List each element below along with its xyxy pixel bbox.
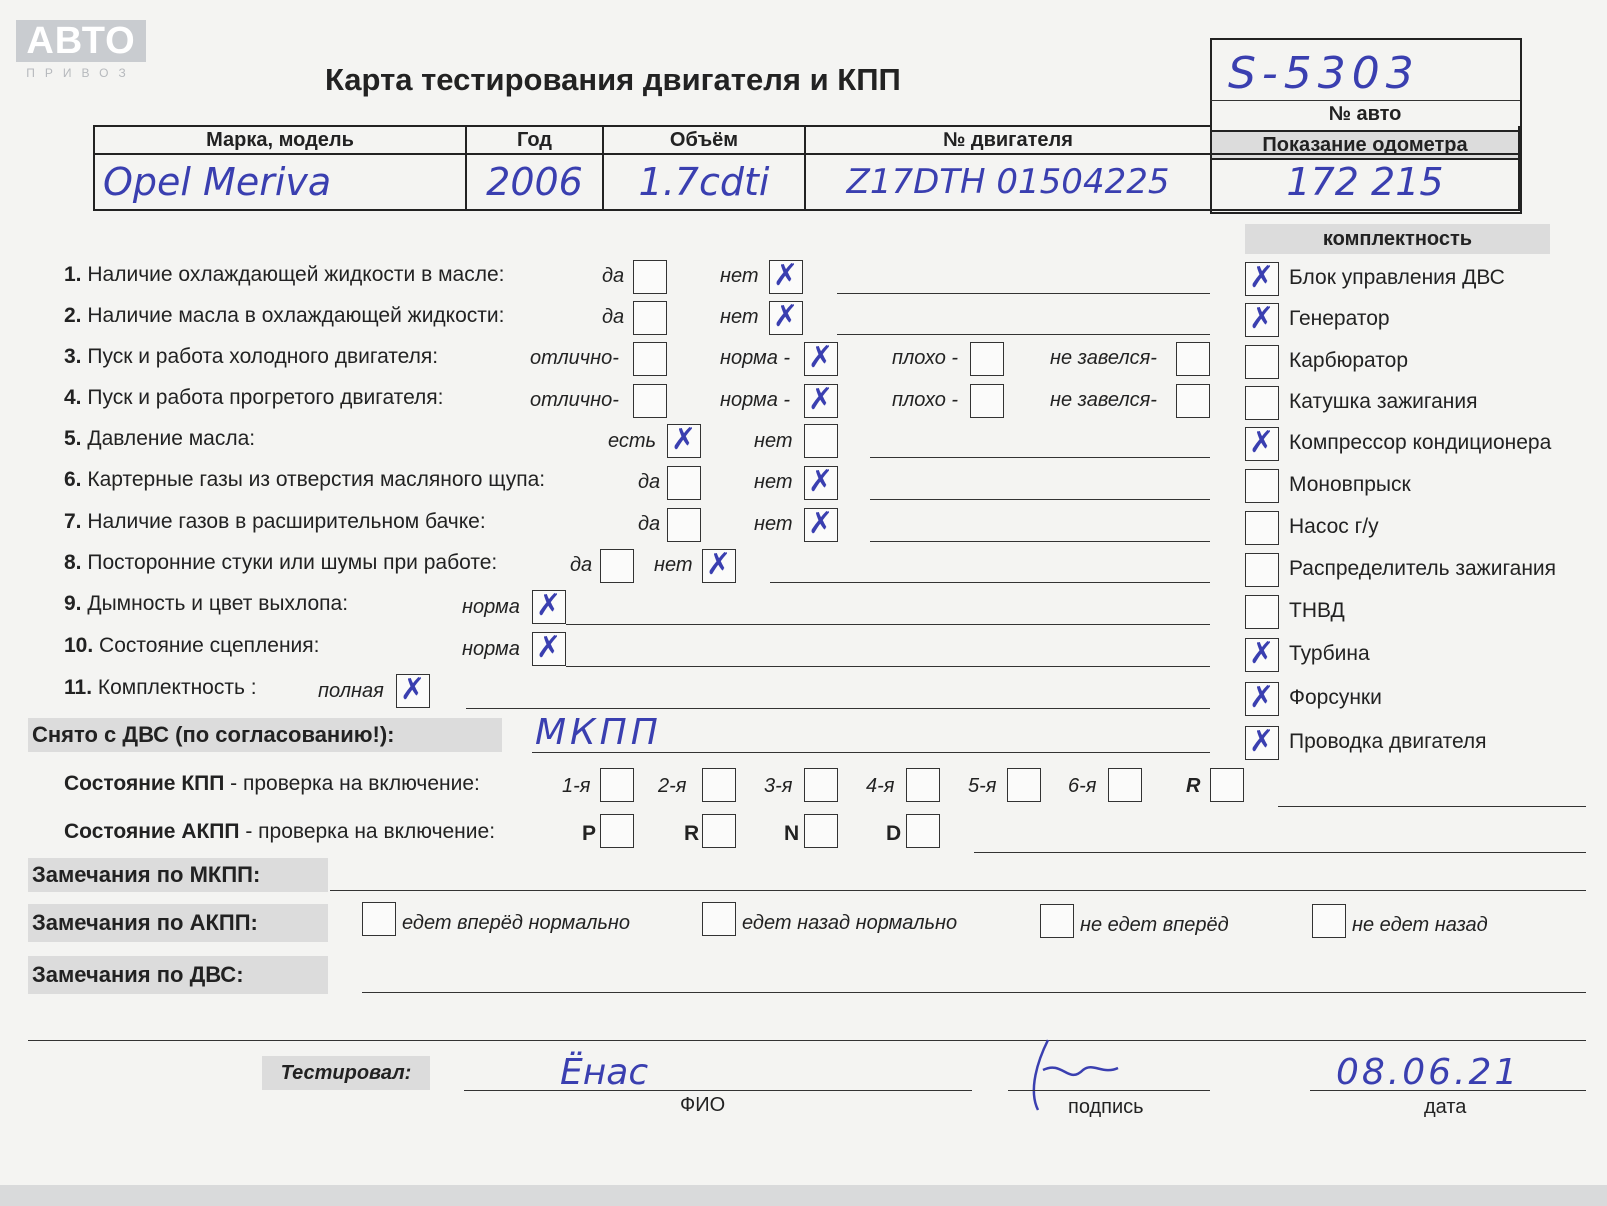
tester-name-value: Ёнас bbox=[560, 1052, 649, 1093]
mode-p-label: P bbox=[582, 822, 597, 845]
mode-n-checkbox[interactable] bbox=[804, 814, 838, 848]
mode-p-checkbox[interactable] bbox=[600, 814, 634, 848]
ignition-coil-label: Катушка зажигания bbox=[1289, 390, 1478, 413]
gear-4-checkbox[interactable] bbox=[906, 768, 940, 802]
q11-full-checkbox[interactable] bbox=[396, 674, 430, 708]
q9-normal-label: норма bbox=[462, 596, 520, 618]
forward-ok-checkbox[interactable] bbox=[362, 902, 396, 936]
signature-caption: подпись bbox=[1068, 1096, 1144, 1118]
gear-1-label: 1-я bbox=[562, 775, 591, 797]
vehicle-number-value: S-5303 bbox=[1228, 48, 1420, 99]
engine-wiring-checkbox[interactable] bbox=[1245, 726, 1279, 760]
q7-no-label: нет bbox=[754, 513, 793, 535]
power-steering-pump-label: Насос г/у bbox=[1289, 515, 1379, 538]
reverse-ok-checkbox[interactable] bbox=[702, 902, 736, 936]
completeness-header: комплектность bbox=[1245, 224, 1550, 254]
avtoprivoz-logo: АВТО bbox=[16, 20, 146, 62]
gear-5-label: 5-я bbox=[968, 775, 997, 797]
question-1: 1. Наличие охлаждающей жидкости в масле: bbox=[64, 263, 505, 286]
no-reverse-checkbox[interactable] bbox=[1312, 904, 1346, 938]
removed-from-engine-label: Снято с ДВС (по согласованию!): bbox=[28, 718, 502, 752]
avtoprivoz-logo-subtitle: ПРИВОЗ bbox=[26, 66, 136, 80]
turbine-label: Турбина bbox=[1289, 642, 1370, 665]
volume-header: Объём bbox=[603, 126, 805, 154]
odometer-value: 172 215 bbox=[1211, 154, 1519, 210]
ac-compressor-label: Компрессор кондиционера bbox=[1289, 431, 1552, 454]
year-value: 2006 bbox=[466, 154, 603, 210]
q11-full-label: полная bbox=[318, 680, 384, 702]
gear-6-checkbox[interactable] bbox=[1108, 768, 1142, 802]
question-8: 8. Посторонние стуки или шумы при работе: bbox=[64, 551, 498, 574]
q5-present-checkbox[interactable] bbox=[667, 424, 701, 458]
q3-normal-label: норма - bbox=[720, 347, 791, 369]
ecu-label: Блок управления ДВС bbox=[1289, 266, 1505, 289]
gear-6-label: 6-я bbox=[1068, 775, 1097, 797]
odometer-header-cell bbox=[1211, 126, 1519, 154]
q2-no-checkbox[interactable] bbox=[769, 301, 803, 335]
mode-n-label: N bbox=[784, 822, 800, 845]
q1-no-label: нет bbox=[720, 265, 759, 287]
question-7: 7. Наличие газов в расширительном бачке: bbox=[64, 510, 486, 533]
question-10: 10. Состояние сцепления: bbox=[64, 634, 320, 657]
tested-by-label: Тестировал: bbox=[262, 1056, 430, 1090]
automatic-gearbox-check-label: Состояние АКПП - проверка на включение: bbox=[64, 820, 496, 843]
no-forward-label: не едет вперёд bbox=[1080, 914, 1229, 936]
q6-yes-label: да bbox=[638, 471, 661, 493]
question-5: 5. Давление масла: bbox=[64, 427, 256, 450]
make-model-header: Марка, модель bbox=[94, 126, 466, 154]
q1-no-checkbox[interactable] bbox=[769, 260, 803, 294]
injectors-label: Форсунки bbox=[1289, 686, 1382, 709]
mono-injection-label: Моновпрыск bbox=[1289, 473, 1411, 496]
q1-yes-label: да bbox=[602, 265, 625, 287]
q1-yes-checkbox[interactable] bbox=[633, 260, 667, 294]
q7-no-checkbox[interactable] bbox=[804, 508, 838, 542]
q2-no-label: нет bbox=[720, 306, 759, 328]
q4-no-start-label: не завелся- bbox=[1050, 389, 1157, 411]
q2-yes-checkbox[interactable] bbox=[633, 301, 667, 335]
carburetor-label: Карбюратор bbox=[1289, 349, 1409, 372]
q7-yes-checkbox[interactable] bbox=[667, 508, 701, 542]
q3-excellent-label: отлично- bbox=[530, 347, 619, 369]
q3-excellent-checkbox[interactable] bbox=[633, 342, 667, 376]
injectors-checkbox[interactable] bbox=[1245, 682, 1279, 716]
gear-5-checkbox[interactable] bbox=[1007, 768, 1041, 802]
engine-remarks-label: Замечания по ДВС: bbox=[28, 956, 328, 994]
engine-number-header: № двигателя bbox=[805, 126, 1211, 154]
q4-no-start-checkbox[interactable] bbox=[1176, 384, 1210, 418]
q3-normal-checkbox[interactable] bbox=[804, 342, 838, 376]
q8-no-checkbox[interactable] bbox=[702, 549, 736, 583]
q4-excellent-checkbox[interactable] bbox=[633, 384, 667, 418]
question-4: 4. Пуск и работа прогретого двигателя: bbox=[64, 386, 444, 409]
q4-bad-checkbox[interactable] bbox=[970, 384, 1004, 418]
mono-injection-checkbox[interactable] bbox=[1245, 469, 1279, 503]
mode-d-label: D bbox=[886, 822, 902, 845]
q9-normal-checkbox[interactable] bbox=[532, 590, 566, 624]
q3-no-start-label: не завелся- bbox=[1050, 347, 1157, 369]
gear-1-checkbox[interactable] bbox=[600, 768, 634, 802]
year-header: Год bbox=[466, 126, 603, 154]
gear-4-label: 4-я bbox=[866, 775, 895, 797]
odometer-label: Показание одометра bbox=[1211, 130, 1519, 160]
distributor-label: Распределитель зажигания bbox=[1289, 557, 1557, 580]
q5-no-checkbox[interactable] bbox=[804, 424, 838, 458]
manual-gearbox-check-label: Состояние КПП - проверка на включение: bbox=[64, 772, 480, 795]
question-11: 11. Комплектность : bbox=[64, 676, 257, 699]
q3-bad-label: плохо - bbox=[892, 347, 959, 369]
carburetor-checkbox[interactable] bbox=[1245, 345, 1279, 379]
injection-pump-checkbox[interactable] bbox=[1245, 595, 1279, 629]
q7-yes-label: да bbox=[638, 513, 661, 535]
q6-no-checkbox[interactable] bbox=[804, 466, 838, 500]
mode-d-checkbox[interactable] bbox=[906, 814, 940, 848]
gear-3-label: 3-я bbox=[764, 775, 793, 797]
q4-excellent-label: отлично- bbox=[530, 389, 619, 411]
make-model-value: Opel Meriva bbox=[94, 154, 466, 210]
date-value: 08.06.21 bbox=[1336, 1052, 1521, 1093]
distributor-checkbox[interactable] bbox=[1245, 553, 1279, 587]
question-9: 9. Дымность и цвет выхлопа: bbox=[64, 592, 349, 615]
q3-no-start-checkbox[interactable] bbox=[1176, 342, 1210, 376]
volume-value: 1.7cdti bbox=[603, 154, 805, 210]
ac-compressor-checkbox[interactable] bbox=[1245, 427, 1279, 461]
gear-2-label: 2-я bbox=[658, 775, 687, 797]
q2-yes-label: да bbox=[602, 306, 625, 328]
no-forward-checkbox[interactable] bbox=[1040, 904, 1074, 938]
manual-remarks-label: Замечания по МКПП: bbox=[28, 858, 328, 892]
engine-number-value: Z17DTH 01504225 bbox=[805, 154, 1211, 210]
q3-bad-checkbox[interactable] bbox=[970, 342, 1004, 376]
date-caption: дата bbox=[1424, 1096, 1467, 1118]
vehicle-info-table bbox=[93, 125, 1520, 211]
ignition-coil-checkbox[interactable] bbox=[1245, 386, 1279, 420]
q10-normal-label: норма bbox=[462, 638, 520, 660]
generator-label: Генератор bbox=[1289, 307, 1390, 330]
ecu-checkbox[interactable] bbox=[1245, 262, 1279, 296]
removed-from-engine-value: МКПП bbox=[535, 712, 662, 753]
q6-yes-checkbox[interactable] bbox=[667, 466, 701, 500]
turbine-checkbox[interactable] bbox=[1245, 638, 1279, 672]
generator-checkbox[interactable] bbox=[1245, 303, 1279, 337]
gear-r-checkbox[interactable] bbox=[1210, 768, 1244, 802]
question-6: 6. Картерные газы из отверстия масляного щупа: bbox=[64, 468, 546, 491]
forward-ok-label: едет вперёд нормально bbox=[402, 912, 631, 934]
q5-present-label: есть bbox=[608, 430, 657, 452]
vehicle-number-label: № авто bbox=[1328, 103, 1402, 125]
q8-yes-checkbox[interactable] bbox=[600, 549, 634, 583]
q4-bad-label: плохо - bbox=[892, 389, 959, 411]
q5-no-label: нет bbox=[754, 430, 793, 452]
q4-normal-checkbox[interactable] bbox=[804, 384, 838, 418]
power-steering-pump-checkbox[interactable] bbox=[1245, 511, 1279, 545]
injection-pump-label: ТНВД bbox=[1289, 599, 1345, 622]
q6-no-label: нет bbox=[754, 471, 793, 493]
q4-normal-label: норма - bbox=[720, 389, 791, 411]
engine-wiring-label: Проводка двигателя bbox=[1289, 730, 1487, 753]
mode-r-label: R bbox=[684, 822, 700, 845]
full-name-caption: ФИО bbox=[680, 1094, 726, 1116]
gear-3-checkbox[interactable] bbox=[804, 768, 838, 802]
gear-2-checkbox[interactable] bbox=[702, 768, 736, 802]
q10-normal-checkbox[interactable] bbox=[532, 632, 566, 666]
mode-r-checkbox[interactable] bbox=[702, 814, 736, 848]
automatic-remarks-label: Замечания по АКПП: bbox=[28, 904, 328, 942]
reverse-ok-label: едет назад нормально bbox=[742, 912, 958, 934]
question-2: 2. Наличие масла в охлаждающей жидкости: bbox=[64, 304, 505, 327]
no-reverse-label: не едет назад bbox=[1352, 914, 1488, 936]
question-3: 3. Пуск и работа холодного двигателя: bbox=[64, 345, 439, 368]
page-title: Карта тестирования двигателя и КПП bbox=[325, 62, 901, 97]
q8-yes-label: да bbox=[570, 554, 593, 576]
q8-no-label: нет bbox=[654, 554, 693, 576]
gear-r-label: R bbox=[1186, 775, 1201, 797]
